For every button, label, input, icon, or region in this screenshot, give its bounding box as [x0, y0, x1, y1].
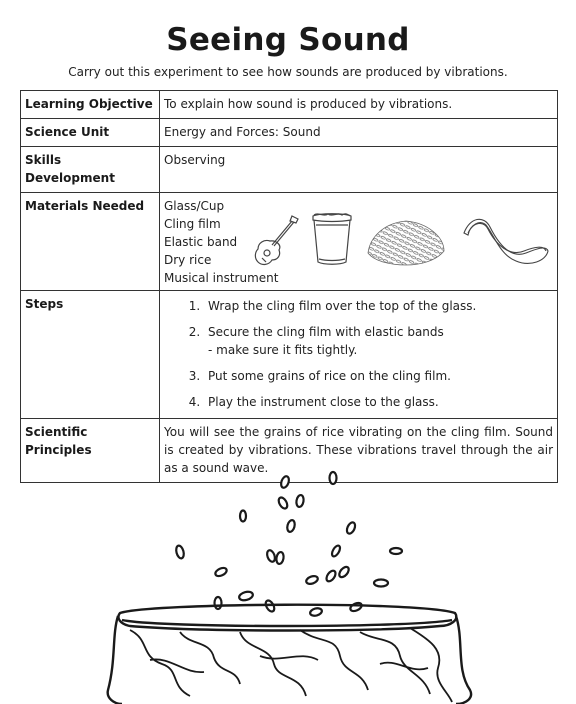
row-value: To explain how sound is produced by vibrations. — [160, 91, 558, 119]
list-item: 1. Wrap the cling film over the top of the glass. — [204, 297, 553, 315]
steps-list — [164, 297, 553, 411]
row-label: Science Unit — [21, 119, 160, 147]
glass-with-cling-film-icon — [310, 211, 354, 267]
rice-pile-icon — [364, 215, 448, 267]
material-item: Glass/Cup — [164, 199, 225, 213]
material-item: Dry rice — [164, 253, 212, 267]
row-label: Materials Needed — [21, 193, 160, 291]
experiment-table — [20, 90, 558, 483]
materials-cell — [160, 193, 558, 291]
table-row-materials — [21, 193, 558, 291]
table-row-unit — [21, 119, 558, 147]
material-item: Cling film — [164, 217, 221, 231]
row-value: Observing — [160, 147, 558, 193]
table-row-skills — [21, 147, 558, 193]
step-text: Secure the cling film with elastic bands — [208, 325, 444, 339]
page-title: Seeing Sound — [166, 22, 410, 58]
guitar-icon — [252, 213, 302, 267]
list-item: 3. Put some grains of rice on the cling film. — [204, 367, 553, 385]
table-row-objective — [21, 91, 558, 119]
row-label: Skills Development — [21, 147, 160, 193]
list-item: 4. Play the instrument close to the glass. — [204, 393, 553, 411]
list-item — [204, 323, 553, 359]
material-item: Elastic band — [164, 235, 238, 249]
row-label: Scientific Principles — [21, 419, 160, 483]
elastic-band-icon — [460, 211, 552, 269]
row-label: Learning Objective — [21, 91, 160, 119]
row-value: Energy and Forces: Sound — [160, 119, 558, 147]
step-note: - make sure it fits tightly. — [208, 343, 358, 357]
row-value: You will see the grains of rice vibrating on the cling film. Sound is created by vibrations. These vibrations travel through the air as a sound wave. — [160, 419, 558, 483]
steps-cell — [160, 291, 558, 419]
table-row-steps — [21, 291, 558, 419]
row-label: Steps — [21, 291, 160, 419]
bouncing-rice-on-glass-illustration — [0, 460, 576, 704]
page-subtitle: Carry out this experiment to see how sounds are produced by vibrations. — [68, 65, 508, 79]
material-item: Musical instrument — [164, 271, 279, 285]
